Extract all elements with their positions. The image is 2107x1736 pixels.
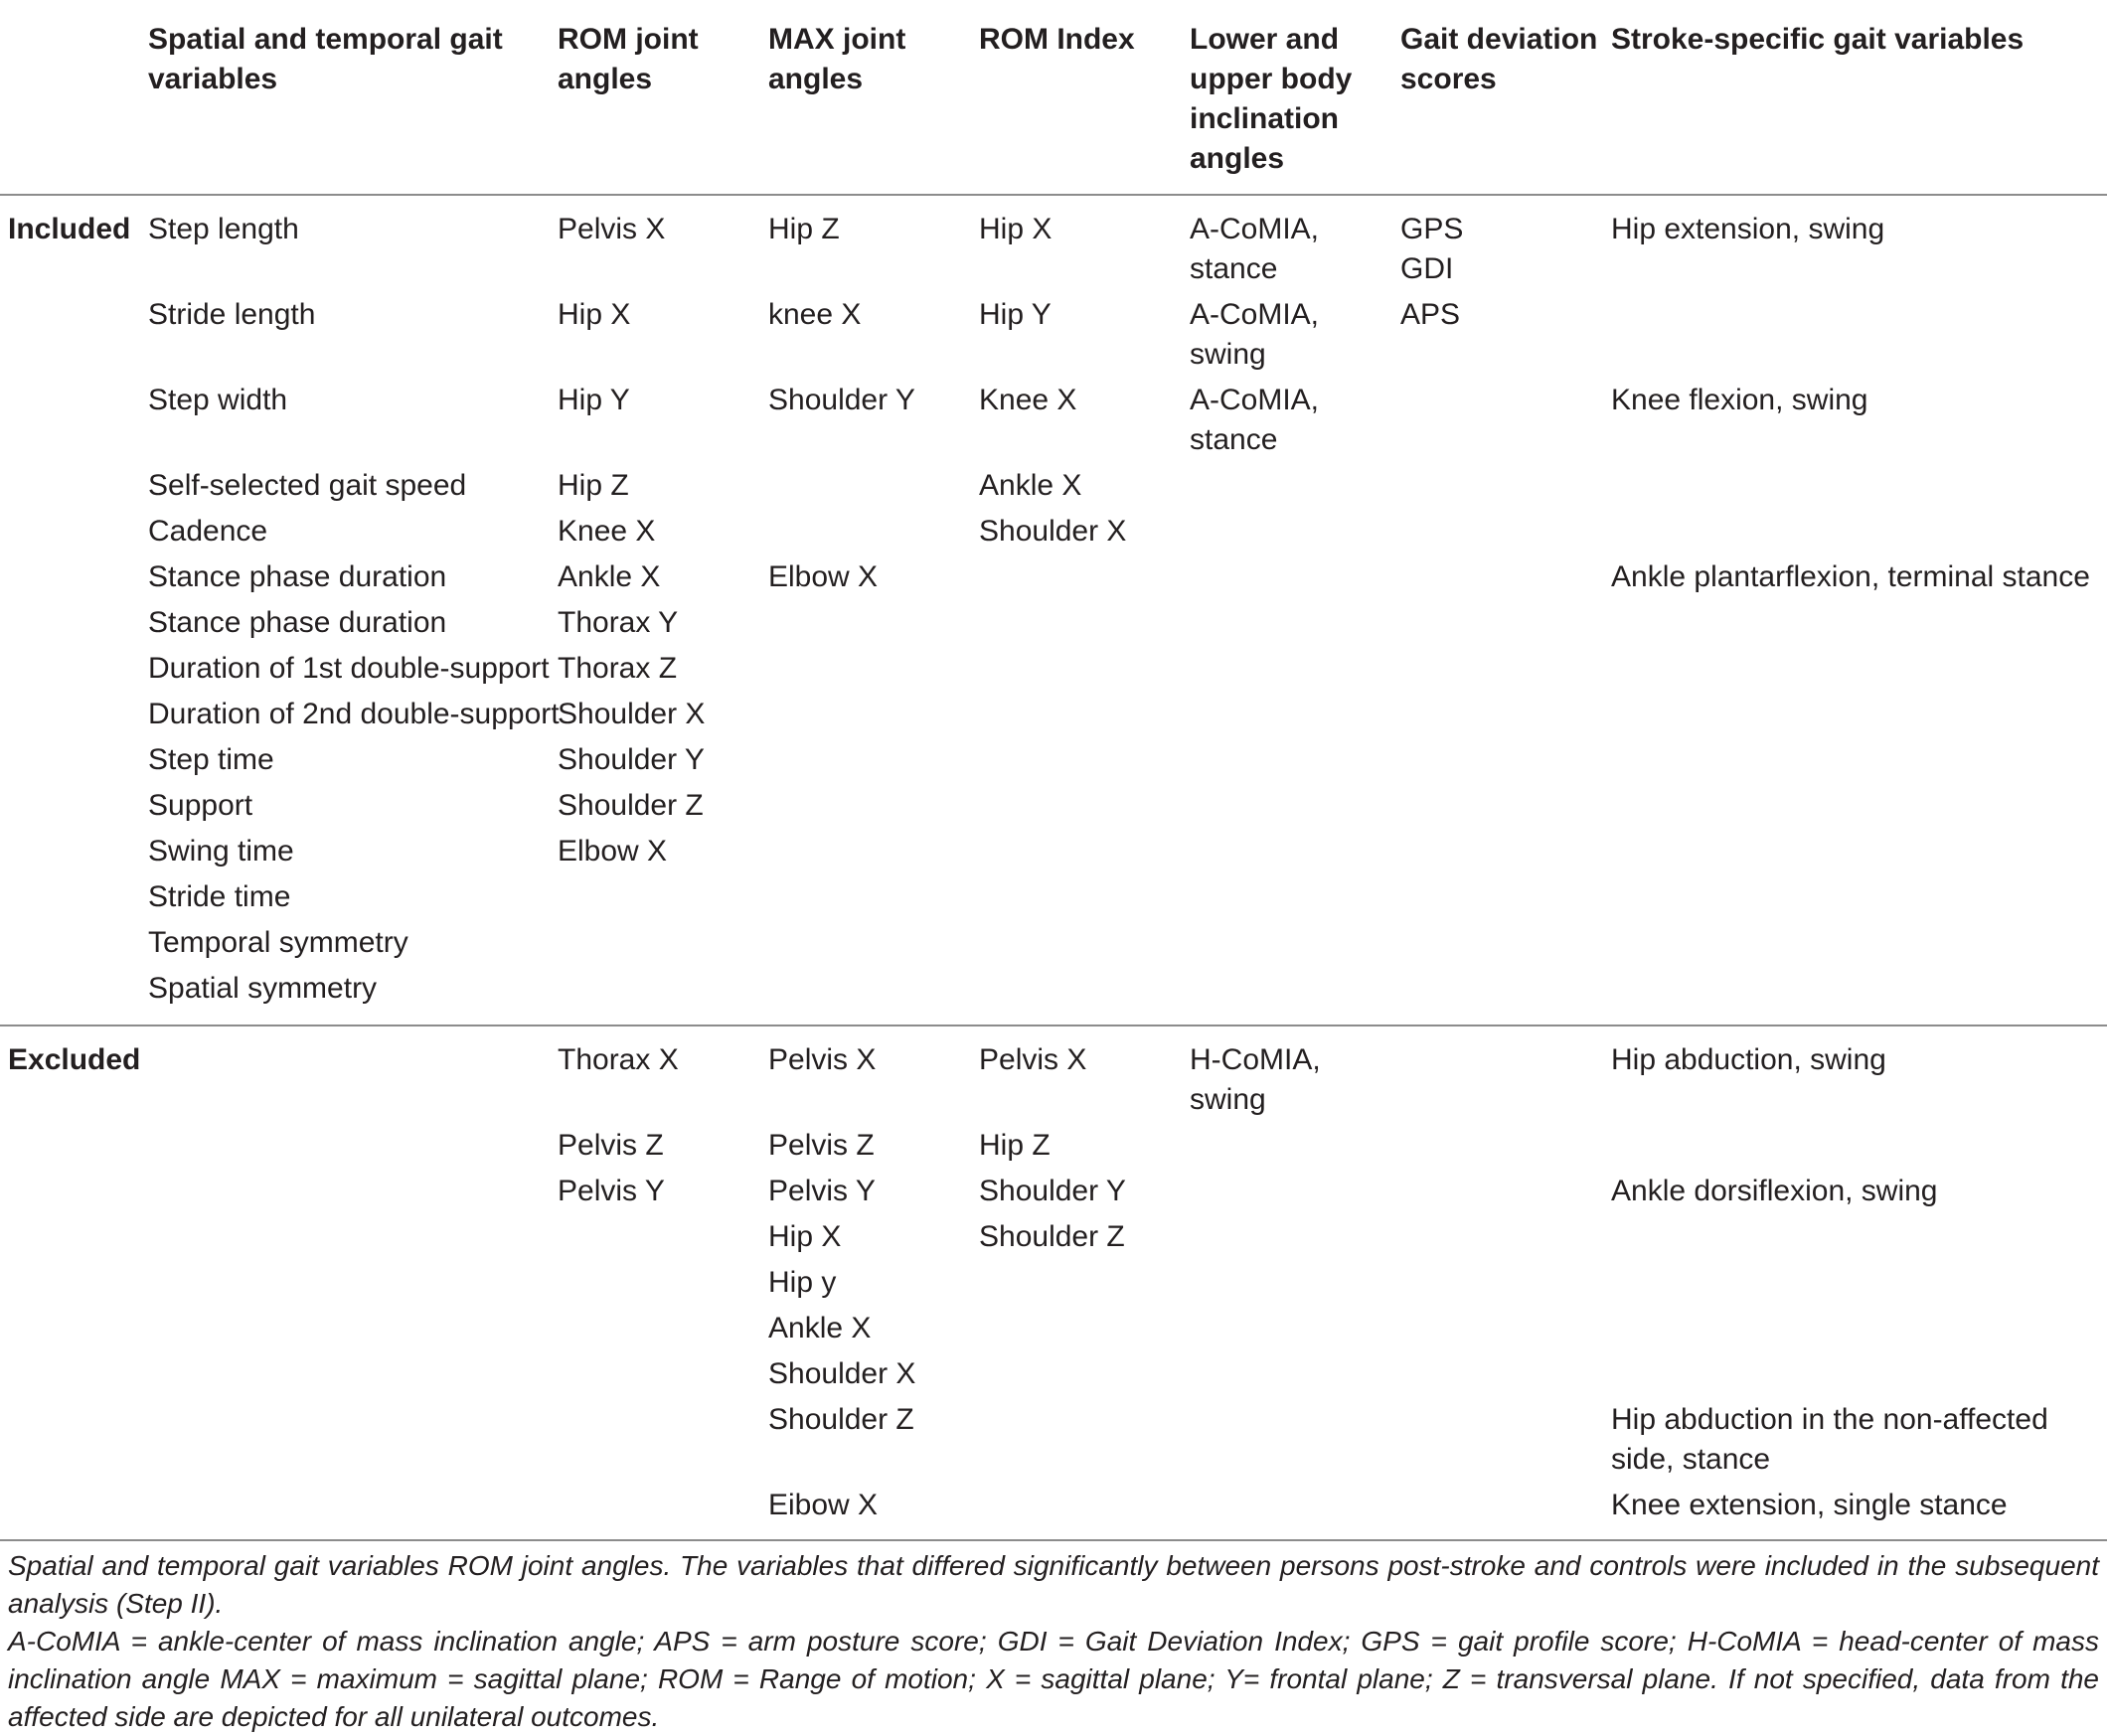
included-rom-index-item: Ankle X <box>979 469 1082 502</box>
included-spatial-item: Swing time <box>148 835 294 868</box>
included-rom-index-item: Hip Y <box>979 298 1052 331</box>
header-gait-deviation-scores: Gait deviation scores <box>1400 23 1598 95</box>
included-rom-joint-item: Hip Z <box>558 469 629 502</box>
excluded-rom-joint-item: Pelvis Y <box>558 1175 665 1207</box>
excluded-max-joint-item: Shoulder Z <box>768 1403 914 1436</box>
included-max-joint-item: knee X <box>768 298 862 331</box>
group-label-excluded: Excluded <box>8 1043 141 1076</box>
included-rom-joint-item: Pelvis X <box>558 213 666 245</box>
included-spatial-item: Stance phase duration <box>148 560 447 593</box>
excluded-max-joint-item: Hip X <box>768 1220 842 1253</box>
included-spatial-item: Support <box>148 789 253 822</box>
excluded-stroke-specific-item: Ankle dorsiflexion, swing <box>1611 1175 1938 1207</box>
included-rom-index-item: Hip X <box>979 213 1053 245</box>
included-rom-joint-item: Thorax Z <box>558 652 678 685</box>
included-spatial-item: Spatial symmetry <box>148 972 378 1005</box>
excluded-max-joint-item: Pelvis Y <box>768 1175 876 1207</box>
included-gait-deviation-item: GPS <box>1400 213 1464 245</box>
included-rom-joint-item: Shoulder X <box>558 698 706 730</box>
included-spatial-item: Self-selected gait speed <box>148 469 467 502</box>
included-spatial-item: Step time <box>148 743 274 776</box>
included-stroke-specific-item: Hip extension, swing <box>1611 213 1885 245</box>
included-spatial-item: Stride length <box>148 298 316 331</box>
included-spatial-item: Step width <box>148 384 288 416</box>
included-rom-joint-item: Shoulder Z <box>558 789 704 822</box>
included-rom-joint-item: Hip Y <box>558 384 630 416</box>
footnote-abbreviations: A-CoMIA = ankle-center of mass inclination angle; APS = arm posture score; GDI = Gait Deviation Index; GPS = gait profile score; H-CoMIA = head-center of mass inclination angle MAX = maximum = sagittal plane; ROM = Range of motion; X = sagittal plane; Y= frontal plane; Z = transversal plane. If not specified, data from the affected side are depicted for all unilateral outcomes. <box>8 1626 2099 1732</box>
excluded-rom-index-item: Shoulder Y <box>979 1175 1126 1207</box>
excluded-rom-index-item: Pelvis X <box>979 1043 1087 1076</box>
included-rom-index-item: Shoulder X <box>979 515 1127 548</box>
included-max-joint-item: Elbow X <box>768 560 879 593</box>
included-inclination-item: A-CoMIA, swing <box>1190 298 1320 371</box>
included-spatial-item: Temporal symmetry <box>148 926 408 959</box>
footnote-description: Spatial and temporal gait variables ROM joint angles. The variables that differed significantly between persons post-stroke and controls were included in the subsequent analysis (Step II). <box>8 1550 2099 1619</box>
included-max-joint-item: Shoulder Y <box>768 384 915 416</box>
excluded-stroke-specific-item: Hip abduction, swing <box>1611 1043 1886 1076</box>
included-rom-joint-item: Thorax Y <box>558 606 679 639</box>
included-spatial-item: Cadence <box>148 515 268 548</box>
excluded-stroke-specific-item: Hip abduction in the non-affected side, stance <box>1611 1403 2048 1476</box>
included-gait-deviation-item: APS <box>1400 298 1461 331</box>
header-spatial-temporal: Spatial and temporal gait variables <box>148 23 503 95</box>
header-inclination-angles: Lower and upper body inclination angles <box>1190 23 1353 175</box>
group-label-included: Included <box>8 213 131 245</box>
included-stroke-specific-item: Ankle plantarflexion, terminal stance <box>1611 560 2090 593</box>
included-spatial-item: Step length <box>148 213 299 245</box>
excluded-rom-index-item: Hip Z <box>979 1129 1051 1162</box>
included-stroke-specific-item: Knee flexion, swing <box>1611 384 1868 416</box>
included-spatial-item: Stride time <box>148 880 291 913</box>
included-max-joint-item: Hip Z <box>768 213 840 245</box>
excluded-stroke-specific-item: Knee extension, single stance <box>1611 1489 2008 1521</box>
excluded-max-joint-item: Eibow X <box>768 1489 879 1521</box>
excluded-rom-index-item: Shoulder Z <box>979 1220 1125 1253</box>
excluded-max-joint-item: Pelvis X <box>768 1043 877 1076</box>
included-spatial-item: Duration of 2nd double-support <box>148 698 560 730</box>
header-rom-joint-angles: ROM joint angles <box>558 23 699 95</box>
included-gait-deviation-item: GDI <box>1400 252 1454 285</box>
included-spatial-item: Stance phase duration <box>148 606 447 639</box>
excluded-inclination-item: H-CoMIA, swing <box>1190 1043 1321 1116</box>
included-rom-joint-item: Knee X <box>558 515 656 548</box>
included-spatial-item: Duration of 1st double-support <box>148 652 550 685</box>
included-rom-joint-item: Hip X <box>558 298 631 331</box>
included-rom-joint-item: Ankle X <box>558 560 661 593</box>
header-stroke-specific: Stroke-specific gait variables <box>1611 23 2025 56</box>
header-max-joint-angles: MAX joint angles <box>768 23 906 95</box>
group-divider <box>0 1025 2107 1026</box>
header-rom-index: ROM Index <box>979 23 1135 56</box>
included-rom-joint-item: Elbow X <box>558 835 668 868</box>
included-rom-index-item: Knee X <box>979 384 1077 416</box>
excluded-rom-joint-item: Pelvis Z <box>558 1129 664 1162</box>
header-divider <box>0 194 2107 196</box>
excluded-rom-joint-item: Thorax X <box>558 1043 679 1076</box>
included-inclination-item: A-CoMIA, stance <box>1190 384 1320 456</box>
excluded-max-joint-item: Hip y <box>768 1266 837 1299</box>
excluded-max-joint-item: Pelvis Z <box>768 1129 875 1162</box>
excluded-max-joint-item: Ankle X <box>768 1312 872 1344</box>
included-inclination-item: A-CoMIA, stance <box>1190 213 1320 285</box>
table-bottom-divider <box>0 1539 2107 1541</box>
excluded-max-joint-item: Shoulder X <box>768 1357 916 1390</box>
included-rom-joint-item: Shoulder Y <box>558 743 705 776</box>
